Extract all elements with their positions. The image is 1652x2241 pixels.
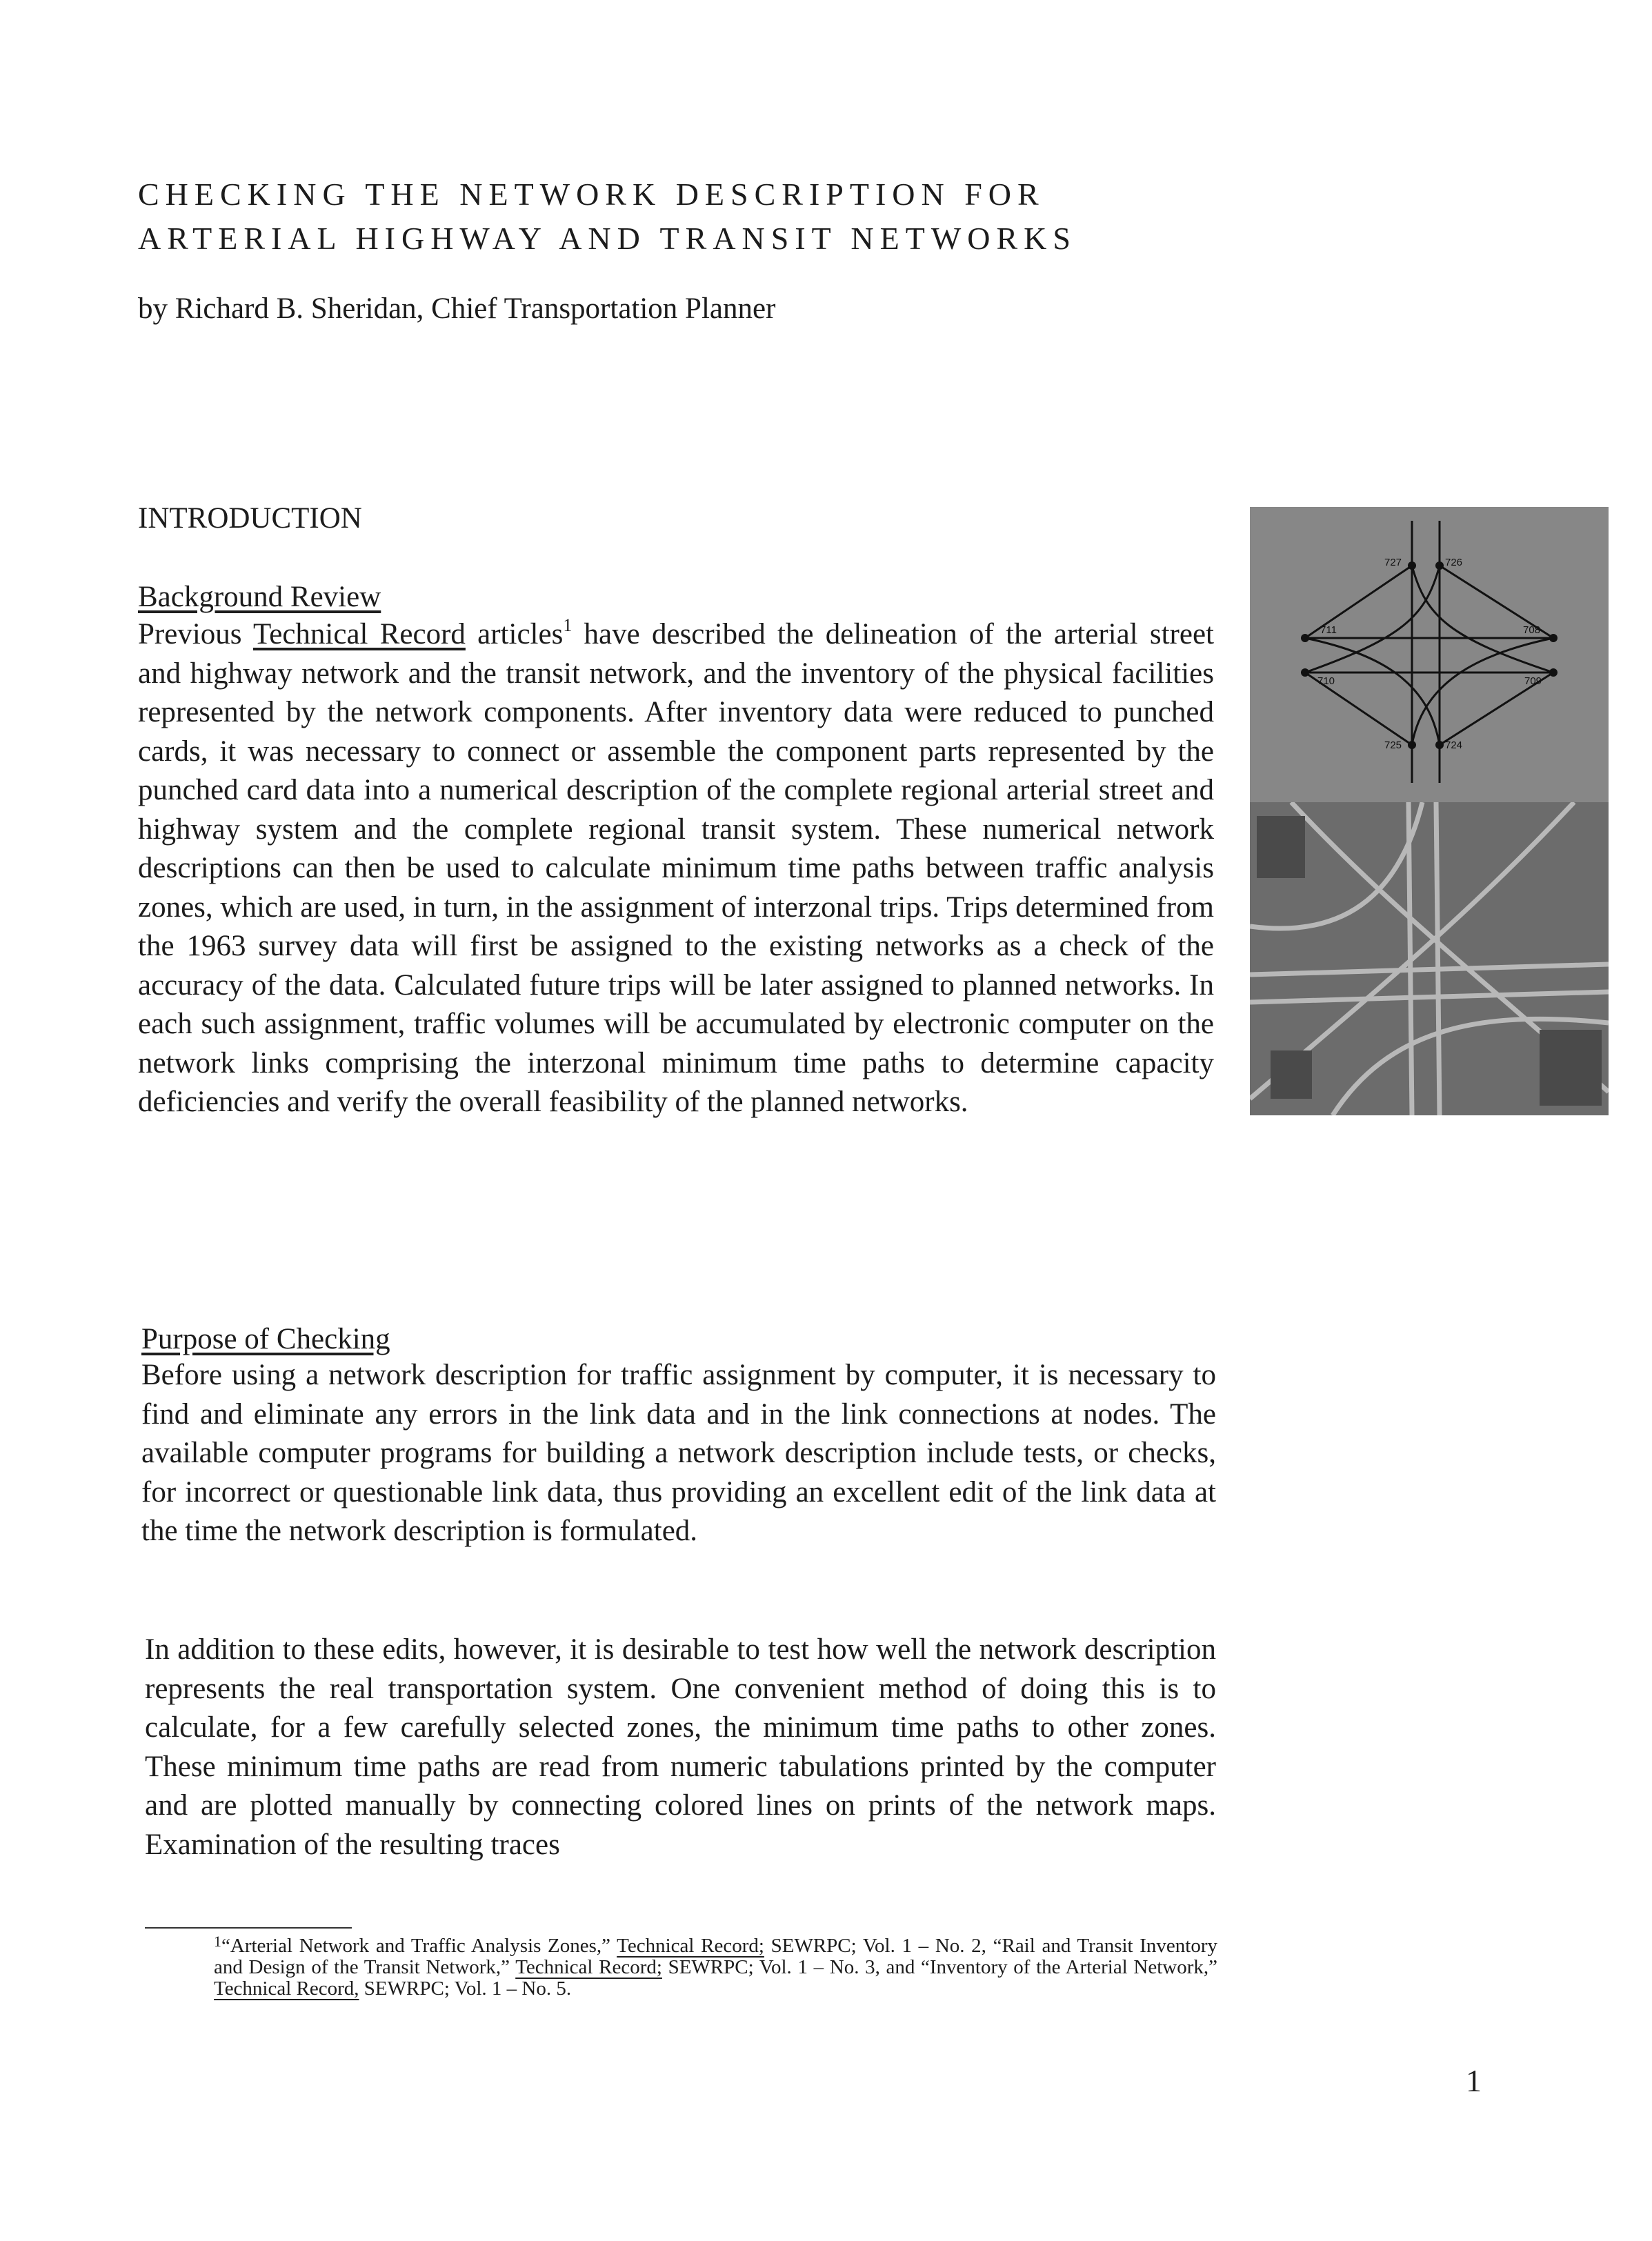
footnote-text: SEWRPC; Vol. 1 – No. 5.: [359, 1978, 572, 2000]
node-label: 711: [1320, 624, 1337, 636]
background-text-start: Previous: [138, 618, 253, 650]
purpose-paragraph-1: Before using a network description for traffic assignment by computer, it is necessary to find and eliminate any errors in the link data and in the link connections at nodes. The available computer programs for building a network description include tests, or checks, for incorrect or questionable link data, thus providing an excellent edit of the link data at the time the network description is formulated.: [141, 1359, 1216, 1547]
purpose-of-checking-heading: Purpose of Checking: [141, 1323, 390, 1355]
footnote-text: SEWRPC; Vol. 1 – No. 3, and “Inventory of the Arterial Network,”: [661, 1956, 1217, 1978]
footnote-citation: Technical Record,: [214, 1978, 359, 2000]
article-title: [138, 172, 1242, 261]
page-number: 1: [1466, 2063, 1482, 2098]
footnote-text: SEWRPC; Vol. 1 – No. 2, “Rail and Transit Inventory and Design of the Transit Network,”: [214, 1935, 1218, 1978]
node-label: 726: [1445, 557, 1463, 568]
footnote: [214, 1935, 1217, 2000]
footnote-text: “Arterial Network and Traffic Analysis Zones,”: [221, 1935, 617, 1957]
footnote-reference: 1: [563, 615, 573, 635]
title-line-1: CHECKING THE NETWORK DESCRIPTION FOR: [138, 177, 1045, 212]
node-label: 727: [1384, 557, 1402, 568]
node-label: 708: [1523, 624, 1541, 636]
node-label: 710: [1317, 675, 1335, 687]
background-text-rest: have described the delineation of the arterial street and highway network and the transit network, and the inventory of the physical facilities represented by the network components. After inventory data were reduced to punched cards, it was necessary to connect or assemble the component parts represented by the punched card data into a numerical description of the complete regional arterial street and highway system and the complete regional transit system. These numerical network descriptions can then be used to calculate minimum time paths between traffic analysis zones, which are used, in turn, in the assignment of interzonal trips. Trips determined from the 1963 survey data will first be assigned to the existing networks as a check of the accuracy of the data. Calculated future trips will be later assigned to planned networks. In each such assignment, traffic volumes will be accumulated by electronic computer on the network links comprising the interzonal minimum time paths to determine capacity deficiencies and verify the overall feasibility of the planned networks.: [138, 618, 1214, 1118]
technical-record-reference: Technical Record: [252, 618, 466, 650]
footnote-marker: 1: [214, 1933, 221, 1950]
background-review-paragraph: [138, 615, 1214, 1122]
interchange-node-diagram: [1250, 507, 1609, 802]
node-label: 725: [1384, 739, 1402, 751]
purpose-paragraph-2: In addition to these edits, however, it is desirable to test how well the network description represents the real transportation system. One convenient method of doing this is to calculate, for a few carefully selected zones, the minimum time paths to other zones. These minimum time paths are read from numeric tabulations printed by the computer and are plotted manually by connecting colored lines on prints of the network maps. Examination of the resulting traces: [145, 1633, 1216, 1861]
footnote-citation: Technical Record;: [515, 1956, 662, 1978]
introduction-heading: INTRODUCTION: [138, 502, 362, 535]
footnote-divider: [145, 1927, 352, 1929]
footnote-citation: Technical Record;: [617, 1935, 764, 1957]
aerial-interchange-photo: [1250, 802, 1609, 1115]
interchange-figure: [1250, 507, 1609, 1115]
title-line-2: ARTERIAL HIGHWAY AND TRANSIT NETWORKS: [138, 221, 1077, 256]
node-label: 724: [1445, 739, 1463, 751]
background-text-mid: articles: [465, 618, 564, 650]
node-label: 709: [1524, 675, 1542, 687]
background-review-heading: Background Review: [138, 581, 381, 613]
byline: by Richard B. Sheridan, Chief Transportation Planner: [138, 292, 776, 325]
